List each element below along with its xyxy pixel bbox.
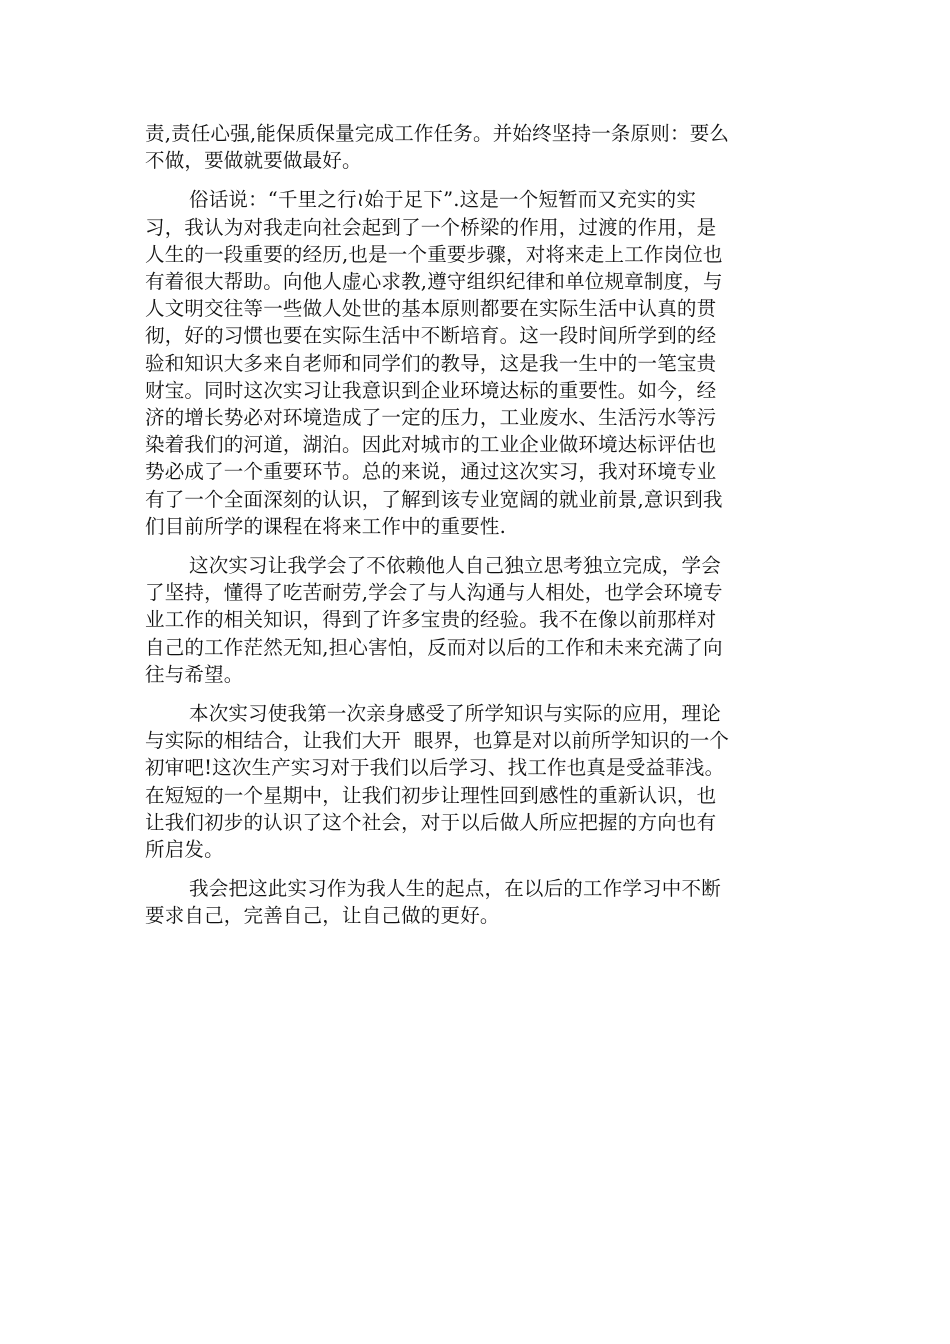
paragraph-1: [145, 120, 807, 174]
text-line: 俗话说：“千里之行≀始于足下”.这是一个短暂而又充实的实: [189, 188, 697, 212]
text-line: 验和知识大多来自老师和同学们的教导，这是我一生中的一笔宝贵: [145, 351, 717, 375]
text-line: 习，我认为对我走向社会起到了一个桥梁的作用，过渡的作用，是: [145, 215, 717, 239]
text-line: 财宝。同时这次实习让我意识到企业环境达标的重要性。如今，经: [145, 378, 717, 402]
text-line: 们目前所学的课程在将来工作中的重要性.: [145, 514, 506, 538]
text-line: 本次实习使我第一次亲身感受了所学知识与实际的应用，理论: [189, 702, 721, 726]
text-line: 所启发。: [145, 838, 224, 862]
paragraph-3: [145, 552, 807, 688]
paragraph-5: [145, 875, 807, 929]
text-line: 业工作的相关知识，得到了许多宝贵的经验。我不在像以前那样对: [145, 608, 717, 632]
text-line: 有了一个全面深刻的认识，了解到该专业宽阔的就业前景,意识到我: [145, 487, 723, 511]
text-line: 人文明交往等一些做人处世的基本原则都要在实际生活中认真的贯: [145, 297, 717, 321]
text-line: 势必成了一个重要环节。总的来说，通过这次实习，我对环境专业: [145, 460, 717, 484]
text-line: 这次实习让我学会了不依赖他人自己独立思考独立完成，学会: [189, 554, 721, 578]
text-line: 染着我们的河道，湖泊。因此对城市的工业企业做环境达标评估也: [145, 433, 717, 457]
text-line: 在短短的一个星期中，让我们初步让理性回到感性的重新认识，也: [145, 783, 717, 807]
paragraph-4: [145, 700, 807, 863]
paragraph-2: [145, 186, 807, 540]
text-line: 责,责任心强,能保质保量完成工作任务。并始终坚持一条原则：要么: [145, 122, 730, 145]
text-line: 了坚持，懂得了吃苦耐劳,学会了与人沟通与人相处，也学会环境专: [145, 581, 723, 605]
text-line: 初审吧!这次生产实习对于我们以后学习、找工作也真是受益菲浅。: [145, 756, 725, 780]
document-body: [145, 120, 807, 942]
text-line: 人生的一段重要的经历,也是一个重要步骤，对将来走上工作岗位也: [145, 242, 723, 266]
text-line: 彻，好的习惯也要在实际生活中不断培育。这一段时间所学到的经: [145, 324, 717, 348]
text-line: 要求自己，完善自己，让自己做的更好。: [145, 904, 500, 928]
text-line: 不做，要做就要做最好。: [145, 149, 362, 173]
text-line: 往与希望。: [145, 662, 244, 686]
text-line: 我会把这此实习作为我人生的起点，在以后的工作学习中不断: [189, 877, 721, 901]
text-line: 济的增长势必对环境造成了一定的压力，工业废水、生活污水等污: [145, 406, 717, 430]
text-line: 有着很大帮助。向他人虚心求教,遵守组织纪律和单位规章制度，与: [145, 270, 723, 294]
text-line: 与实际的相结合，让我们大开 眼界，也算是对以前所学知识的一个: [145, 729, 730, 753]
text-line: 自己的工作茫然无知,担心害怕，反而对以后的工作和未来充满了向: [145, 635, 723, 659]
text-line: 让我们初步的认识了这个社会，对于以后做人所应把握的方向也有: [145, 810, 717, 834]
